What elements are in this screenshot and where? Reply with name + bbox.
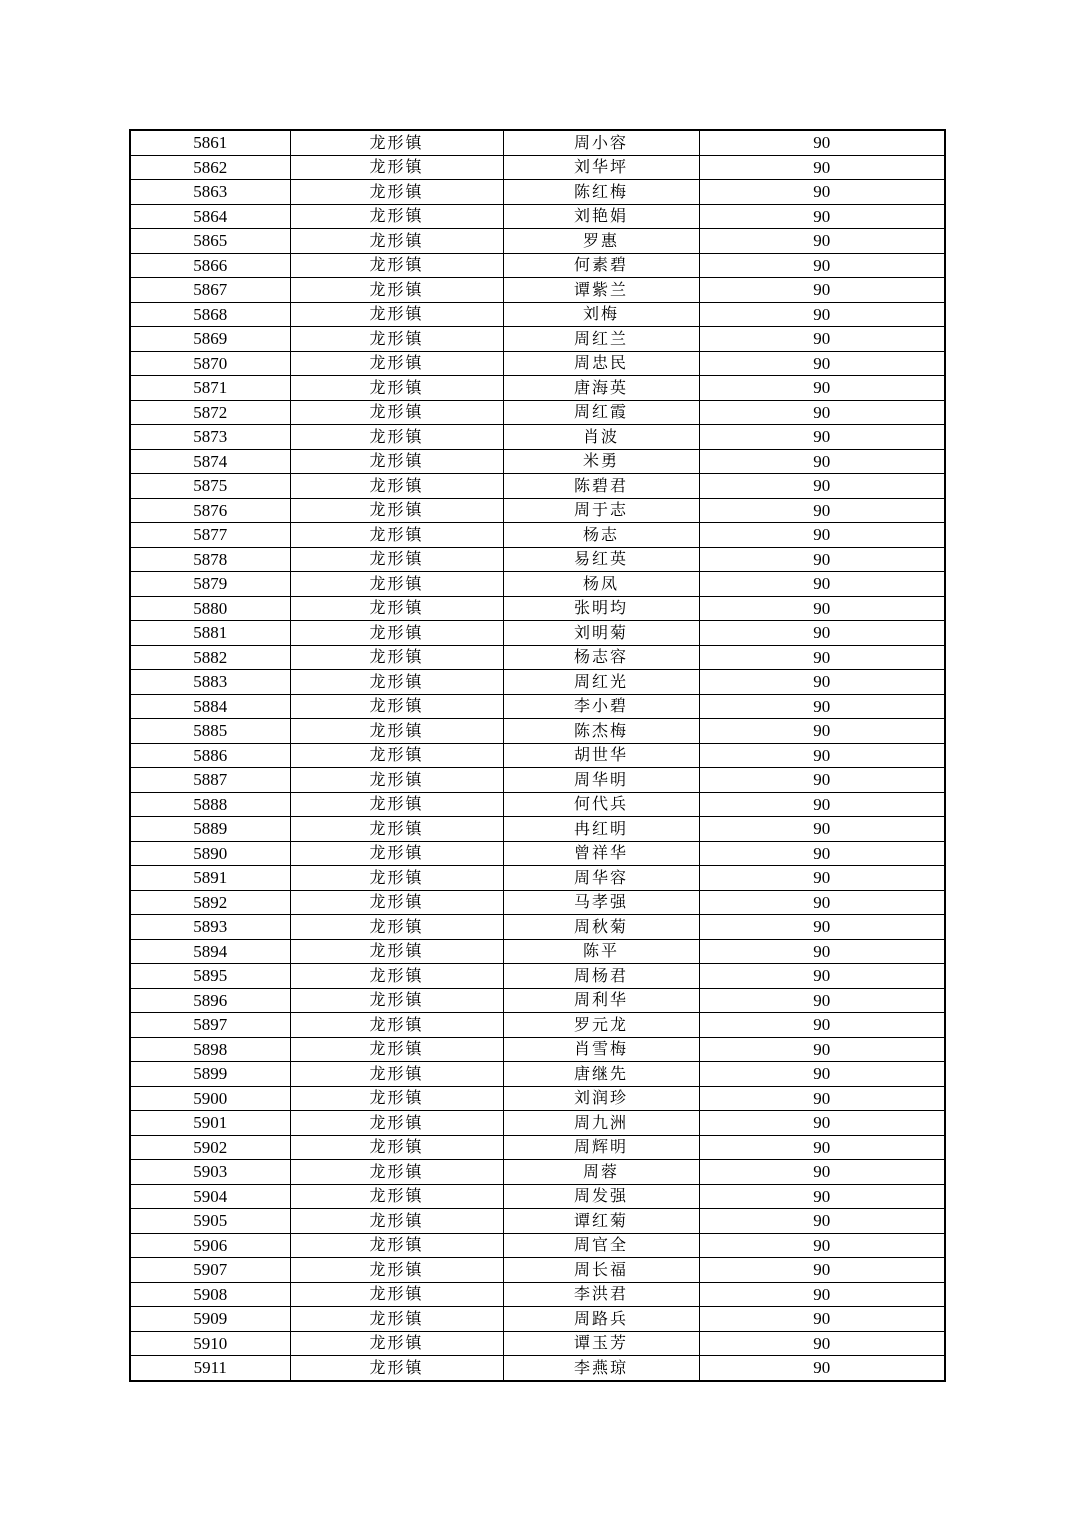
name-cell: 周杨君	[503, 964, 699, 989]
table-row	[130, 1233, 945, 1258]
town-cell: 龙形镇	[290, 474, 503, 499]
name-cell: 周红霞	[503, 400, 699, 425]
table-row	[130, 1013, 945, 1038]
row-number-cell: 5870	[130, 351, 290, 376]
table-row	[130, 180, 945, 205]
row-number-cell: 5898	[130, 1037, 290, 1062]
name-cell: 杨志	[503, 523, 699, 548]
town-cell: 龙形镇	[290, 278, 503, 303]
row-number-cell: 5909	[130, 1307, 290, 1332]
row-number-cell: 5886	[130, 743, 290, 768]
town-cell: 龙形镇	[290, 1184, 503, 1209]
score-cell: 90	[699, 939, 945, 964]
name-cell: 谭玉芳	[503, 1331, 699, 1356]
score-cell: 90	[699, 547, 945, 572]
name-cell: 陈碧君	[503, 474, 699, 499]
name-cell: 周小容	[503, 130, 699, 155]
table-row	[130, 1135, 945, 1160]
score-cell: 90	[699, 670, 945, 695]
name-cell: 周官全	[503, 1233, 699, 1258]
score-cell: 90	[699, 1160, 945, 1185]
name-cell: 周秋菊	[503, 915, 699, 940]
town-cell: 龙形镇	[290, 1037, 503, 1062]
town-cell: 龙形镇	[290, 1111, 503, 1136]
row-number-cell: 5903	[130, 1160, 290, 1185]
town-cell: 龙形镇	[290, 572, 503, 597]
town-cell: 龙形镇	[290, 817, 503, 842]
row-number-cell: 5871	[130, 376, 290, 401]
table-row	[130, 253, 945, 278]
row-number-cell: 5862	[130, 155, 290, 180]
row-number-cell: 5897	[130, 1013, 290, 1038]
table-row	[130, 817, 945, 842]
score-cell: 90	[699, 1209, 945, 1234]
name-cell: 米勇	[503, 449, 699, 474]
row-number-cell: 5873	[130, 425, 290, 450]
name-cell: 李洪君	[503, 1282, 699, 1307]
score-cell: 90	[699, 1258, 945, 1283]
table-row	[130, 1160, 945, 1185]
score-cell: 90	[699, 376, 945, 401]
name-cell: 周于志	[503, 498, 699, 523]
name-cell: 周利华	[503, 988, 699, 1013]
score-cell: 90	[699, 768, 945, 793]
name-cell: 周辉明	[503, 1135, 699, 1160]
score-cell: 90	[699, 1037, 945, 1062]
row-number-cell: 5874	[130, 449, 290, 474]
score-cell: 90	[699, 694, 945, 719]
table-row	[130, 449, 945, 474]
table-row	[130, 743, 945, 768]
town-cell: 龙形镇	[290, 180, 503, 205]
table-row	[130, 988, 945, 1013]
table-row	[130, 792, 945, 817]
town-cell: 龙形镇	[290, 351, 503, 376]
score-cell: 90	[699, 204, 945, 229]
score-cell: 90	[699, 523, 945, 548]
row-number-cell: 5861	[130, 130, 290, 155]
score-cell: 90	[699, 988, 945, 1013]
row-number-cell: 5876	[130, 498, 290, 523]
town-cell: 龙形镇	[290, 1135, 503, 1160]
row-number-cell: 5880	[130, 596, 290, 621]
table-row	[130, 670, 945, 695]
table-row	[130, 1307, 945, 1332]
name-cell: 陈杰梅	[503, 719, 699, 744]
town-cell: 龙形镇	[290, 939, 503, 964]
name-cell: 何素碧	[503, 253, 699, 278]
table-row	[130, 400, 945, 425]
table-row	[130, 425, 945, 450]
score-cell: 90	[699, 915, 945, 940]
name-cell: 杨凤	[503, 572, 699, 597]
row-number-cell: 5892	[130, 890, 290, 915]
row-number-cell: 5902	[130, 1135, 290, 1160]
row-number-cell: 5889	[130, 817, 290, 842]
name-cell: 冉红明	[503, 817, 699, 842]
table-row	[130, 719, 945, 744]
name-cell: 张明均	[503, 596, 699, 621]
row-number-cell: 5881	[130, 621, 290, 646]
town-cell: 龙形镇	[290, 130, 503, 155]
name-cell: 曾祥华	[503, 841, 699, 866]
score-cell: 90	[699, 743, 945, 768]
name-cell: 周华明	[503, 768, 699, 793]
table-row	[130, 1111, 945, 1136]
name-cell: 胡世华	[503, 743, 699, 768]
score-cell: 90	[699, 1111, 945, 1136]
score-cell: 90	[699, 229, 945, 254]
town-cell: 龙形镇	[290, 768, 503, 793]
row-number-cell: 5866	[130, 253, 290, 278]
name-cell: 李燕琼	[503, 1356, 699, 1381]
town-cell: 龙形镇	[290, 1160, 503, 1185]
score-cell: 90	[699, 351, 945, 376]
table-row	[130, 596, 945, 621]
score-cell: 90	[699, 425, 945, 450]
score-cell: 90	[699, 278, 945, 303]
town-cell: 龙形镇	[290, 204, 503, 229]
town-cell: 龙形镇	[290, 964, 503, 989]
row-number-cell: 5901	[130, 1111, 290, 1136]
name-cell: 唐海英	[503, 376, 699, 401]
score-cell: 90	[699, 1233, 945, 1258]
row-number-cell: 5899	[130, 1062, 290, 1087]
town-cell: 龙形镇	[290, 890, 503, 915]
table-row	[130, 351, 945, 376]
row-number-cell: 5885	[130, 719, 290, 744]
row-number-cell: 5887	[130, 768, 290, 793]
name-cell: 陈红梅	[503, 180, 699, 205]
row-number-cell: 5877	[130, 523, 290, 548]
score-cell: 90	[699, 572, 945, 597]
town-cell: 龙形镇	[290, 670, 503, 695]
table-row	[130, 866, 945, 891]
town-cell: 龙形镇	[290, 988, 503, 1013]
row-number-cell: 5875	[130, 474, 290, 499]
score-cell: 90	[699, 1086, 945, 1111]
town-cell: 龙形镇	[290, 547, 503, 572]
row-number-cell: 5904	[130, 1184, 290, 1209]
row-number-cell: 5865	[130, 229, 290, 254]
table-row	[130, 204, 945, 229]
score-cell: 90	[699, 964, 945, 989]
town-cell: 龙形镇	[290, 1356, 503, 1381]
town-cell: 龙形镇	[290, 400, 503, 425]
table-row	[130, 964, 945, 989]
table-row	[130, 694, 945, 719]
town-cell: 龙形镇	[290, 866, 503, 891]
row-number-cell: 5882	[130, 645, 290, 670]
table-body	[130, 130, 945, 1381]
score-cell: 90	[699, 253, 945, 278]
town-cell: 龙形镇	[290, 425, 503, 450]
name-cell: 马孝强	[503, 890, 699, 915]
score-cell: 90	[699, 866, 945, 891]
name-cell: 谭紫兰	[503, 278, 699, 303]
table-row	[130, 229, 945, 254]
town-cell: 龙形镇	[290, 327, 503, 352]
name-cell: 李小碧	[503, 694, 699, 719]
town-cell: 龙形镇	[290, 449, 503, 474]
name-cell: 刘润珍	[503, 1086, 699, 1111]
name-cell: 易红英	[503, 547, 699, 572]
row-number-cell: 5894	[130, 939, 290, 964]
row-number-cell: 5867	[130, 278, 290, 303]
table-row	[130, 645, 945, 670]
score-cell: 90	[699, 645, 945, 670]
row-number-cell: 5893	[130, 915, 290, 940]
town-cell: 龙形镇	[290, 792, 503, 817]
name-cell: 周长福	[503, 1258, 699, 1283]
table-row	[130, 1037, 945, 1062]
table-row	[130, 768, 945, 793]
name-cell: 刘华坪	[503, 155, 699, 180]
table-row	[130, 302, 945, 327]
table-row	[130, 915, 945, 940]
town-cell: 龙形镇	[290, 645, 503, 670]
row-number-cell: 5863	[130, 180, 290, 205]
row-number-cell: 5911	[130, 1356, 290, 1381]
table-row	[130, 498, 945, 523]
row-number-cell: 5888	[130, 792, 290, 817]
town-cell: 龙形镇	[290, 498, 503, 523]
score-cell: 90	[699, 890, 945, 915]
table-row	[130, 1184, 945, 1209]
name-cell: 周红光	[503, 670, 699, 695]
score-cell: 90	[699, 1135, 945, 1160]
name-cell: 罗惠	[503, 229, 699, 254]
table-row	[130, 1356, 945, 1381]
score-cell: 90	[699, 1062, 945, 1087]
town-cell: 龙形镇	[290, 1282, 503, 1307]
row-number-cell: 5872	[130, 400, 290, 425]
row-number-cell: 5869	[130, 327, 290, 352]
score-cell: 90	[699, 1013, 945, 1038]
row-number-cell: 5868	[130, 302, 290, 327]
name-cell: 陈平	[503, 939, 699, 964]
row-number-cell: 5895	[130, 964, 290, 989]
score-cell: 90	[699, 400, 945, 425]
name-cell: 唐继先	[503, 1062, 699, 1087]
table-row	[130, 1331, 945, 1356]
row-number-cell: 5910	[130, 1331, 290, 1356]
row-number-cell: 5906	[130, 1233, 290, 1258]
table-row	[130, 155, 945, 180]
table-row	[130, 1086, 945, 1111]
table-row	[130, 523, 945, 548]
table-row	[130, 939, 945, 964]
row-number-cell: 5890	[130, 841, 290, 866]
row-number-cell: 5908	[130, 1282, 290, 1307]
score-cell: 90	[699, 327, 945, 352]
town-cell: 龙形镇	[290, 1086, 503, 1111]
score-cell: 90	[699, 1184, 945, 1209]
town-cell: 龙形镇	[290, 719, 503, 744]
table-row	[130, 327, 945, 352]
name-cell: 周路兵	[503, 1307, 699, 1332]
score-cell: 90	[699, 180, 945, 205]
score-cell: 90	[699, 621, 945, 646]
data-table	[129, 129, 946, 1382]
name-cell: 何代兵	[503, 792, 699, 817]
name-cell: 肖波	[503, 425, 699, 450]
score-cell: 90	[699, 449, 945, 474]
name-cell: 刘明菊	[503, 621, 699, 646]
table-row	[130, 1209, 945, 1234]
table-row	[130, 621, 945, 646]
town-cell: 龙形镇	[290, 743, 503, 768]
table-row	[130, 130, 945, 155]
table-row	[130, 547, 945, 572]
town-cell: 龙形镇	[290, 302, 503, 327]
row-number-cell: 5896	[130, 988, 290, 1013]
score-cell: 90	[699, 719, 945, 744]
name-cell: 杨志容	[503, 645, 699, 670]
name-cell: 刘艳娟	[503, 204, 699, 229]
name-cell: 罗元龙	[503, 1013, 699, 1038]
score-cell: 90	[699, 1331, 945, 1356]
row-number-cell: 5884	[130, 694, 290, 719]
table-row	[130, 841, 945, 866]
score-cell: 90	[699, 498, 945, 523]
score-cell: 90	[699, 817, 945, 842]
name-cell: 周红兰	[503, 327, 699, 352]
town-cell: 龙形镇	[290, 915, 503, 940]
score-cell: 90	[699, 596, 945, 621]
score-cell: 90	[699, 302, 945, 327]
name-cell: 周忠民	[503, 351, 699, 376]
row-number-cell: 5879	[130, 572, 290, 597]
name-cell: 刘梅	[503, 302, 699, 327]
name-cell: 肖雪梅	[503, 1037, 699, 1062]
town-cell: 龙形镇	[290, 1209, 503, 1234]
town-cell: 龙形镇	[290, 1258, 503, 1283]
score-cell: 90	[699, 1307, 945, 1332]
row-number-cell: 5878	[130, 547, 290, 572]
town-cell: 龙形镇	[290, 841, 503, 866]
score-cell: 90	[699, 1356, 945, 1381]
score-cell: 90	[699, 1282, 945, 1307]
name-cell: 周发强	[503, 1184, 699, 1209]
row-number-cell: 5905	[130, 1209, 290, 1234]
score-cell: 90	[699, 130, 945, 155]
town-cell: 龙形镇	[290, 694, 503, 719]
row-number-cell: 5907	[130, 1258, 290, 1283]
town-cell: 龙形镇	[290, 523, 503, 548]
table-row	[130, 1258, 945, 1283]
town-cell: 龙形镇	[290, 621, 503, 646]
town-cell: 龙形镇	[290, 155, 503, 180]
town-cell: 龙形镇	[290, 1233, 503, 1258]
table-row	[130, 474, 945, 499]
table-row	[130, 572, 945, 597]
name-cell: 周蓉	[503, 1160, 699, 1185]
table-row	[130, 278, 945, 303]
town-cell: 龙形镇	[290, 376, 503, 401]
table-row	[130, 376, 945, 401]
name-cell: 周华容	[503, 866, 699, 891]
town-cell: 龙形镇	[290, 596, 503, 621]
town-cell: 龙形镇	[290, 1331, 503, 1356]
row-number-cell: 5900	[130, 1086, 290, 1111]
town-cell: 龙形镇	[290, 1062, 503, 1087]
town-cell: 龙形镇	[290, 229, 503, 254]
score-cell: 90	[699, 474, 945, 499]
table-row	[130, 1062, 945, 1087]
score-cell: 90	[699, 841, 945, 866]
town-cell: 龙形镇	[290, 253, 503, 278]
score-cell: 90	[699, 155, 945, 180]
row-number-cell: 5883	[130, 670, 290, 695]
table-row	[130, 1282, 945, 1307]
score-cell: 90	[699, 792, 945, 817]
town-cell: 龙形镇	[290, 1013, 503, 1038]
table-row	[130, 890, 945, 915]
row-number-cell: 5864	[130, 204, 290, 229]
town-cell: 龙形镇	[290, 1307, 503, 1332]
row-number-cell: 5891	[130, 866, 290, 891]
name-cell: 周九洲	[503, 1111, 699, 1136]
name-cell: 谭红菊	[503, 1209, 699, 1234]
